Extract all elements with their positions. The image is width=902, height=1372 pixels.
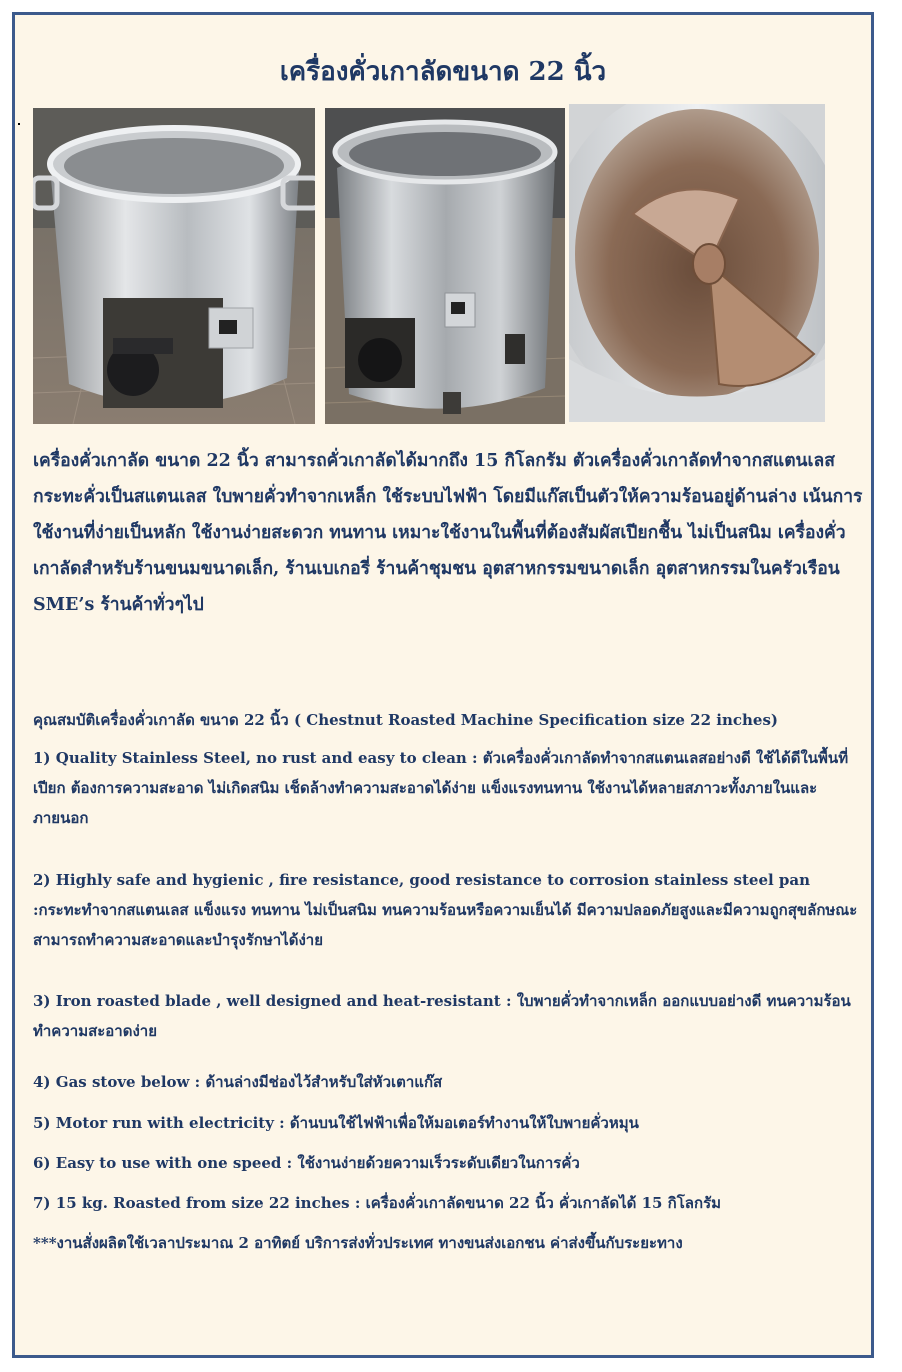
spec-item: 6) Easy to use with one speed : ใช้งานง่ายด้วยความเร็วระดับเดียวในการคั่ว [33, 1154, 580, 1172]
intro-paragraph: เครื่องคั่วเกาลัด ขนาด 22 นิ้ว สามารถคั่วเกาลัดได้มากถึง 15 กิโลกรัม ตัวเครื่องคั่วเกาลัดทำจากสแตนเลส กระทะคั่วเป็นสแตนเลส ใบพายคั่วทำจากเหล็ก ใช้ระบบไฟฟ้า โดยมีแก๊สเป็นตัวให้ความร้อนอยู่ด้านล่าง เน้นการใช้งานที่ง่ายเป็นหลัก ใช้งานง่ายสะดวก ทนทาน เหมาะใช้งานในพื้นที่ต้องสัมผัสเปียกชื้น ไม่เป็นสนิม เครื่องคั่วเกาลัดสำหรับร้านขนมขนาดเล็ก, ร้านเบเกอรี่ ร้านค้าชุมชน อุตสาหกรรมขนาดเล็ก อุตสาหกรรมในครัวเรือน SME’s ร้านค้าทั่วๆไป [33, 451, 863, 615]
spec-item: 2) Highly safe and hygienic , fire resistance, good resistance to corrosion stainless steel pan :กระทะทำจากสแตนเลส แข็งแรง ทนทาน ไม่เป็นสนิม ทนความร้อนหรือความเย็นได้ มีความปลอดภัยสูงและมีความถูกสุขลักษณะ สามารถทำความสะอาดและบำรุงรักษาได้ง่าย [33, 871, 858, 949]
stray-dot [18, 123, 20, 125]
product-photo-front [33, 108, 315, 424]
spec-item: 5) Motor run with electricity : ด้านบนใช้ไฟฟ้าเพื่อให้มอเตอร์ทำงานให้ใบพายคั่วหมุน [33, 1114, 639, 1132]
production-note: ***งานสั่งผลิตใช้เวลาประมาณ 2 อาทิตย์ บริการส่งทั่วประเทศ ทางขนส่งเอกชน ค่าส่งขึ้นกับระยะทาง [33, 1234, 683, 1252]
product-photo-side [325, 108, 565, 424]
document-page [12, 12, 874, 1358]
spec-item: 4) Gas stove below : ด้านล่างมีช่องไว้สำหรับใส่หัวเตาแก๊ส [33, 1073, 443, 1091]
spec-heading: คุณสมบัติเครื่องคั่วเกาลัด ขนาด 22 นิ้ว ( Chestnut Roasted Machine Specification size 22 inches) [33, 711, 778, 729]
spec-item: 3) Iron roasted blade , well designed and heat-resistant : ใบพายคั่วทำจากเหล็ก ออกแบบอย่างดี ทนความร้อน ทำความสะอาดง่าย [33, 992, 851, 1040]
spec-item: 1) Quality Stainless Steel, no rust and easy to clean : ตัวเครื่องคั่วเกาลัดทำจากสแตนเลสอย่างดี ใช้ได้ดีในพื้นที่เปียก ต้องการความสะอาด ไม่เกิดสนิม เช็ดล้างทำความสะอาดได้ง่าย แข็งแรงทนทาน ใช้งานได้หลายสภาวะทั้งภายในและภายนอก [33, 749, 849, 827]
page-title: เครื่องคั่วเกาลัดขนาด 22 นิ้ว [279, 57, 607, 87]
product-photo-inside [569, 104, 825, 422]
spec-item: 7) 15 kg. Roasted from size 22 inches : เครื่องคั่วเกาลัดขนาด 22 นิ้ว คั่วเกาลัดได้ 15 กิโลกรัม [33, 1194, 722, 1212]
